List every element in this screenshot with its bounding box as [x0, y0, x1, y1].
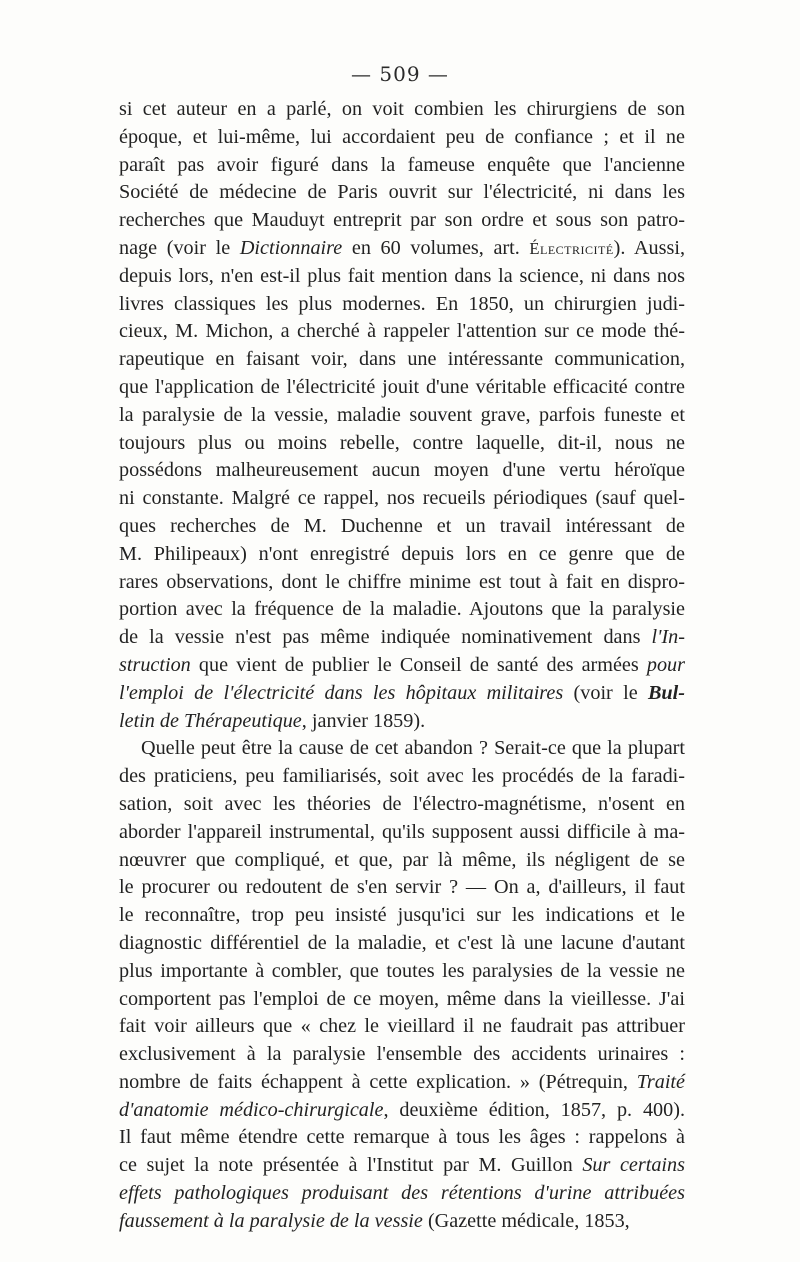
text-line [119, 735, 685, 763]
text-run: sation, soit avec les théories de l'électro-magnétisme, n'osent en [119, 792, 685, 815]
text-line [119, 96, 685, 124]
text-run: (voir le [563, 681, 648, 704]
text-line [119, 207, 685, 235]
text-run: ni constante. Malgré ce rappel, nos recueils périodiques (sauf quel- [119, 487, 685, 510]
text-line [119, 235, 685, 263]
text-line [119, 457, 685, 485]
text-line [119, 986, 685, 1014]
text-line [119, 1097, 685, 1125]
text-line [119, 930, 685, 958]
text-run: fait voir ailleurs que « chez le vieillard il ne faudrait pas attribuer [119, 1015, 685, 1038]
text-line [119, 1152, 685, 1180]
text-run: rapeutique en faisant voir, dans une intéressante communication, [119, 348, 685, 371]
text-run-sc: Électricité [529, 238, 614, 258]
text-line [119, 1013, 685, 1041]
text-line [119, 847, 685, 875]
text-run: livres classiques les plus modernes. En 1850, un chirurgien judi- [119, 292, 685, 315]
text-line [119, 902, 685, 930]
text-run: rares observations, dont le chiffre minime est tout à fait en dispro- [119, 570, 685, 593]
text-run: de la vessie n'est pas même indiquée nominativement dans [119, 626, 652, 649]
text-run: ). Aussi, [613, 236, 685, 259]
text-run: le reconnaître, trop peu insisté jusqu'ici sur les indications et le [119, 904, 685, 927]
text-run-it: d'anatomie médico-chirurgicale [119, 1098, 384, 1121]
text-run: toujours plus ou moins rebelle, contre laquelle, dit-il, nous ne [119, 431, 685, 454]
text-line [119, 152, 685, 180]
text-line [119, 596, 685, 624]
text-line [119, 374, 685, 402]
text-line [119, 124, 685, 152]
text-run-it: l'In- [651, 626, 685, 649]
text-run: (Gazette médicale, 1853, [422, 1209, 630, 1232]
text-run: exclusivement à la paralysie l'ensemble des accidents urinaires : [119, 1043, 685, 1066]
text-line [119, 791, 685, 819]
text-run: comportent pas l'emploi de ce moyen, même dans la vieillesse. J'ai [119, 987, 685, 1010]
text-line [119, 346, 685, 374]
text-run: si cet auteur en a parlé, on voit combien les chirurgiens de son [119, 98, 685, 120]
text-run: diagnostic différentiel de la maladie, et c'est là une lacune d'autant [119, 931, 685, 954]
text-run: Il faut même étendre cette remarque à tous les âges : rappelons à [119, 1126, 685, 1149]
text-run: la paralysie de la vessie, maladie souvent grave, parfois funeste et [119, 403, 685, 426]
text-line [119, 513, 685, 541]
text-line [119, 1041, 685, 1069]
text-run-it: struction [119, 653, 191, 676]
text-run-it: effets pathologiques produisant des rétentions d'urine attribuées [119, 1182, 685, 1205]
text-run-it: Sur certains [582, 1154, 685, 1177]
text-run-bi: Bul- [647, 681, 685, 704]
text-run: des praticiens, peu familiarisés, soit avec les procédés de la faradi- [119, 765, 685, 788]
text-run-it: Dictionnaire [239, 236, 343, 259]
text-run-it: Traité [636, 1070, 685, 1093]
text-line [119, 624, 685, 652]
text-line [119, 402, 685, 430]
text-run: époque, et lui-même, lui accordaient peu de confiance ; et il ne [119, 125, 685, 148]
text-line [119, 291, 685, 319]
text-run: en 60 volumes, art. [342, 236, 530, 259]
text-line [119, 763, 685, 791]
text-run: M. Philipeaux) n'ont enregistré depuis lors en ce genre que de [119, 542, 685, 565]
text-line [119, 1208, 685, 1236]
text-run-it: letin de Thérapeutique [119, 709, 302, 732]
text-line [119, 708, 685, 736]
text-line [119, 680, 685, 708]
text-run: ques recherches de M. Duchenne et un travail intéressant de [119, 514, 685, 537]
text-line [119, 652, 685, 680]
text-line [119, 485, 685, 513]
text-run: Quelle peut être la cause de cet abandon ? Serait-ce que la plupart [141, 737, 685, 760]
text-run: le procurer ou redoutent de s'en servir ? — On a, d'ailleurs, il faut [119, 876, 685, 899]
text-line [119, 541, 685, 569]
text-line [119, 958, 685, 986]
text-line [119, 1124, 685, 1152]
text-run: portion avec la fréquence de la maladie. Ajoutons que la paralysie [119, 598, 685, 621]
text-line [119, 318, 685, 346]
text-line [119, 874, 685, 902]
text-run: recherches que Mauduyt entreprit par son ordre et sous son patro- [119, 209, 685, 232]
text-line [119, 179, 685, 207]
text-run-it: faussement à la paralysie de la vessie [119, 1209, 423, 1232]
text-run: nombre de faits échappent à cette explication. » (Pétrequin, [119, 1070, 637, 1093]
text-run: nage (voir le [119, 236, 240, 259]
text-line [119, 1069, 685, 1097]
text-run-it: pour [646, 653, 685, 676]
body-text [119, 96, 685, 1236]
text-run: possédons malheureusement aucun moyen d'une vertu héroïque [119, 459, 685, 482]
text-run: plus importante à combler, que toutes les paralysies de la vessie ne [119, 959, 685, 982]
text-run: paraît pas avoir figuré dans la fameuse enquête que l'ancienne [119, 153, 685, 176]
text-line [119, 263, 685, 291]
text-run: que l'application de l'électricité jouit d'une véritable efficacité contre [119, 375, 685, 398]
text-run: Société de médecine de Paris ouvrit sur l'électricité, ni dans les [119, 181, 685, 204]
text-run: aborder l'appareil instrumental, qu'ils supposent aussi difficile à ma- [119, 820, 685, 843]
text-run: depuis lors, n'en est-il plus fait mention dans la science, ni dans nos [119, 264, 685, 287]
text-line [119, 569, 685, 597]
text-run-it: l'emploi de l'électricité dans les hôpitaux militaires [119, 681, 564, 704]
text-line [119, 819, 685, 847]
text-line [119, 430, 685, 458]
page-number: — 509 — [351, 62, 449, 86]
text-run: , deuxième édition, 1857, p. 400). [383, 1098, 686, 1121]
text-run: cieux, M. Michon, a cherché à rappeler l'attention sur ce mode thé- [119, 320, 685, 343]
text-run: que vient de publier le Conseil de santé des armées [190, 653, 647, 676]
text-run: nœuvrer que compliqué, et que, par là même, ils négligent de se [119, 848, 685, 871]
text-line [119, 1180, 685, 1208]
text-run: ce sujet la note présentée à l'Institut par M. Guillon [119, 1154, 583, 1177]
text-run: , janvier 1859). [301, 709, 426, 732]
